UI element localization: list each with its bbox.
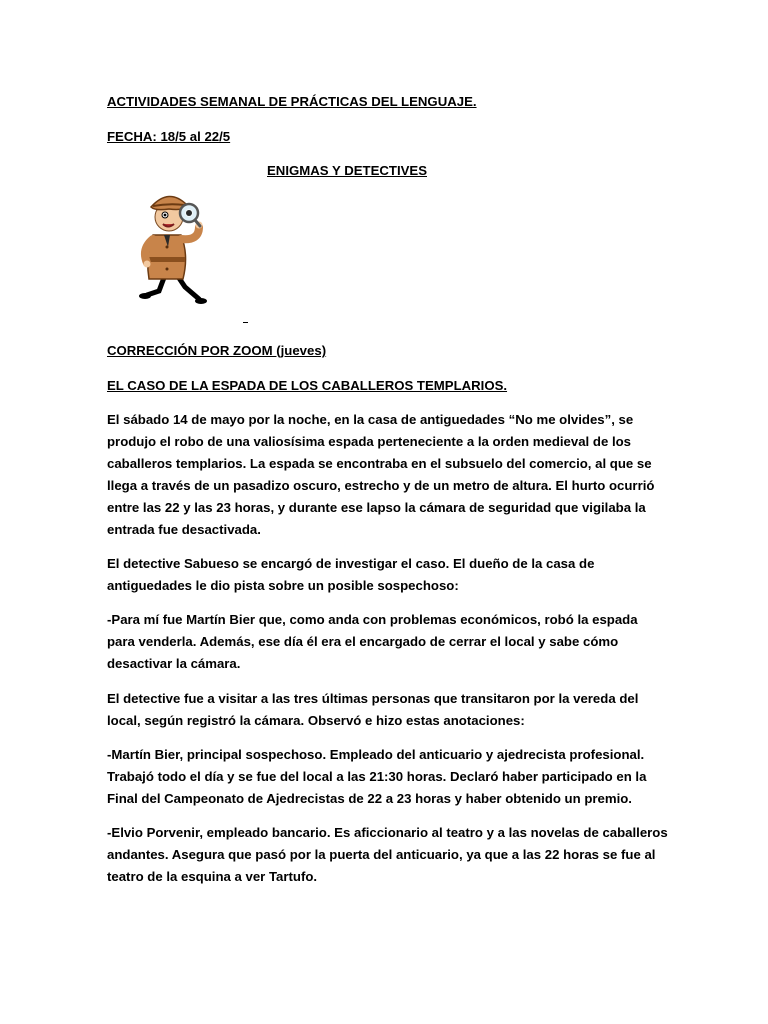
paragraph — [107, 822, 667, 888]
paragraph-line: caballeros templarios. La espada se encontraba en el subsuelo del comercio, al que se — [107, 456, 652, 471]
paragraph-line: andantes. Asegura que pasó por la puerta del anticuario, ya que a las 22 horas se fue al — [107, 847, 656, 862]
detective-with-magnifying-glass-icon — [107, 183, 240, 319]
paragraph-line: produjo el robo de una valiosísima espada perteneciente a la orden medieval de los — [107, 434, 631, 449]
paragraph-line: teatro de la esquina a ver Tartufo. — [107, 869, 318, 884]
paragraph-line: Trabajó todo el día y se fue del local a las 21:30 horas. Declaró haber participado en la — [107, 769, 647, 784]
activities-heading: ACTIVIDADES SEMANAL DE PRÁCTICAS DEL LENGUAJE. — [107, 94, 477, 109]
paragraph-line: -Martín Bier, principal sospechoso. Empleado del anticuario y ajedrecista profesional. — [107, 747, 645, 762]
paragraph-line: entre las 22 y las 23 horas, y durante ese lapso la cámara de seguridad que vigilaba la — [107, 500, 646, 515]
paragraph-line: El detective Sabueso se encargó de investigar el caso. El dueño de la casa de — [107, 556, 595, 571]
paragraph-line: para venderla. Además, ese día él era el encargado de cerrar el local y sabe cómo — [107, 634, 619, 649]
paragraph-line: entrada fue desactivada. — [107, 522, 261, 537]
paragraph — [107, 688, 667, 732]
paragraph-line: Final del Campeonato de Ajedrecistas de 22 a 23 horas y haber obtenido un premio. — [107, 791, 632, 806]
paragraph — [107, 409, 667, 541]
paragraph-line: -Para mí fue Martín Bier que, como anda con problemas económicos, robó la espada — [107, 612, 638, 627]
date-heading: FECHA: 18/5 al 22/5 — [107, 129, 231, 144]
paragraph-line: El detective fue a visitar a las tres últimas personas que transitaron por la vereda del — [107, 691, 639, 706]
paragraph-line: llega a través de un pasadizo oscuro, estrecho y de un metro de altura. El hurto ocurrió — [107, 478, 655, 493]
paragraph-line: -Elvio Porvenir, empleado bancario. Es aficcionario al teatro y a las novelas de caballeros — [107, 825, 668, 840]
paragraph — [107, 553, 667, 597]
topic-heading: ENIGMAS Y DETECTIVES — [267, 163, 427, 178]
underline-mark — [243, 322, 248, 323]
paragraph — [107, 609, 667, 675]
correction-heading: CORRECCIÓN POR ZOOM (jueves) — [107, 343, 327, 358]
case-title: EL CASO DE LA ESPADA DE LOS CABALLEROS TEMPLARIOS. — [107, 378, 508, 393]
paragraph-line: antiguedades le dio pista sobre un posible sospechoso: — [107, 578, 459, 593]
paragraph-line: local, según registró la cámara. Observó e hizo estas anotaciones: — [107, 713, 525, 728]
paragraph-line: desactivar la cámara. — [107, 656, 241, 671]
paragraph-line: El sábado 14 de mayo por la noche, en la casa de antiguedades “No me olvides”, se — [107, 412, 634, 427]
paragraph — [107, 744, 667, 810]
